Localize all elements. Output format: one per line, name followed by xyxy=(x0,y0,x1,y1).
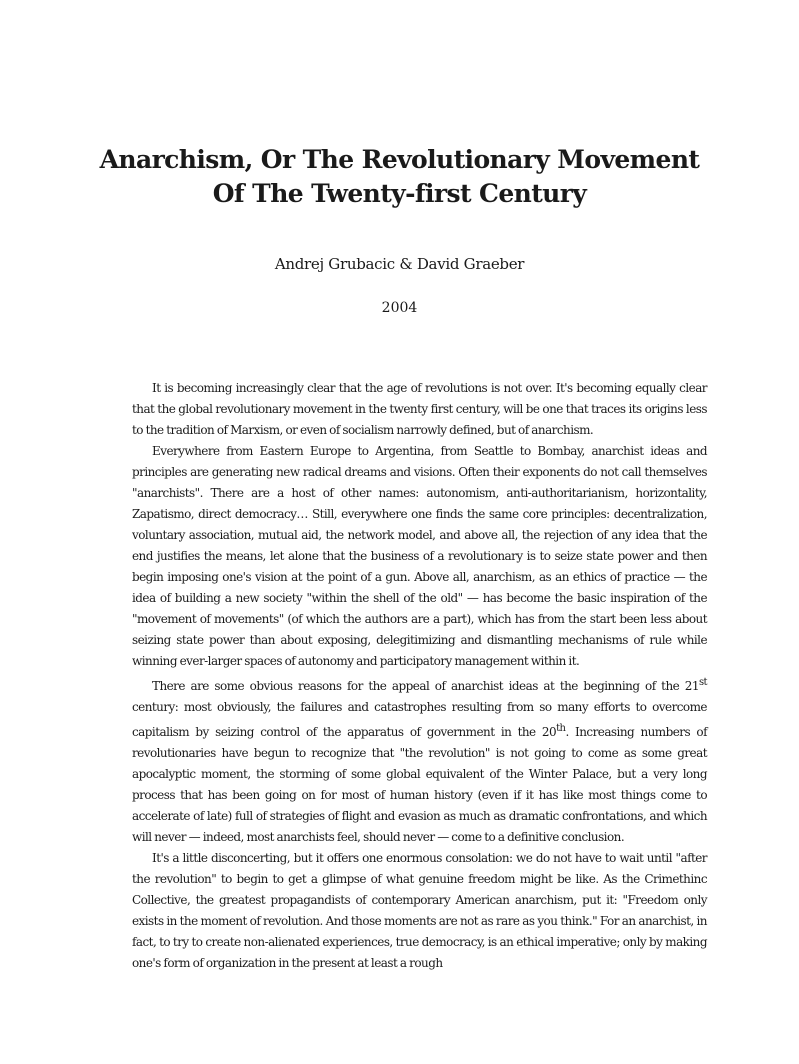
body-paragraph-2: Everywhere from Eastern Europe to Argentina, from Seattle to Bombay, anarchist ideas and principles are generating new radical dreams and visions. Often their exponents do not call themselves "anarchists". There are a host of other names: autonomism, anti-authoritarianism, horizontality, Zapatismo, direct democracy… Still, everywhere one finds the same core principles: decentralization, voluntary association, mutual aid, the network model, and above all, the rejection of any idea that the end justifies the means, let alone that the business of a revolutionary is to seize state power and then begin imposing one's vision at the point of a gun. Above all, anarchism, as an ethics of practice — the idea of building a new society "within the shell of the old" — has become the basic inspiration of the "movement of movements" (of which the authors are a part), which has from the start been less about seizing state power than about exposing, delegitimizing and dismantling mechanisms of rule while winning ever-larger spaces of autonomy and participatory management within it. xyxy=(132,444,707,668)
paragraph-3-text-1: There are some obvious reasons for the appeal of anarchist ideas at the beginning of the 21 xyxy=(152,679,699,693)
superscript-st: st xyxy=(698,677,707,688)
document-title xyxy=(0,143,799,211)
title-line-1: Anarchism, Or The Revolutionary Movement xyxy=(99,145,700,174)
body-paragraph-4: It's a little disconcerting, but it offers one enormous consolation: we do not have to wait until "after the revolution" to begin to get a glimpse of what genuine freedom might be like. As the Crimethinc Collective, the greatest propagandists of contemporary American anarchism, put it: "Freedom only exists in the moment of revolution. And those moments are not as rare as you think." For an anarchist, in fact, to try to create non-alienated experiences, true democracy, is an ethical imperative; only by making one's form of organization in the present at least a rough xyxy=(132,851,707,970)
document-body xyxy=(132,378,707,974)
document-date: 2004 xyxy=(381,300,418,316)
superscript-th: th xyxy=(556,723,566,734)
document-authors: Andrej Grubacic & David Graeber xyxy=(274,255,525,273)
title-line-2: Of The Twenty-first Century xyxy=(212,179,587,208)
body-paragraph-3 xyxy=(132,672,707,848)
body-paragraph-1: It is becoming increasingly clear that the age of revolutions is not over. It's becoming equally clear that the global revolutionary movement in the twenty first century, will be one that traces its origins less to the tradition of Marxism, or even of socialism narrowly defined, but of anarchism. xyxy=(132,381,707,437)
paragraph-3-text-2: century: most obviously, the failures and catastrophes resulting from so many efforts to overcome capitalism by seizing control of the apparatus of government in the 20 xyxy=(132,700,707,739)
paragraph-3-text-3: . Increasing numbers of revolutionaries have begun to recognize that "the revolution" is not going to come as some great apocalyptic moment, the storming of some global equivalent of the Winter Palace, but a very long process that has been going on for most of human history (even if it has like most things come to accelerate of late) full of strategies of flight and evasion as much as dramatic confrontations, and which will never — indeed, most anarchists feel, should never — come to a definitive conclusion. xyxy=(132,725,707,844)
